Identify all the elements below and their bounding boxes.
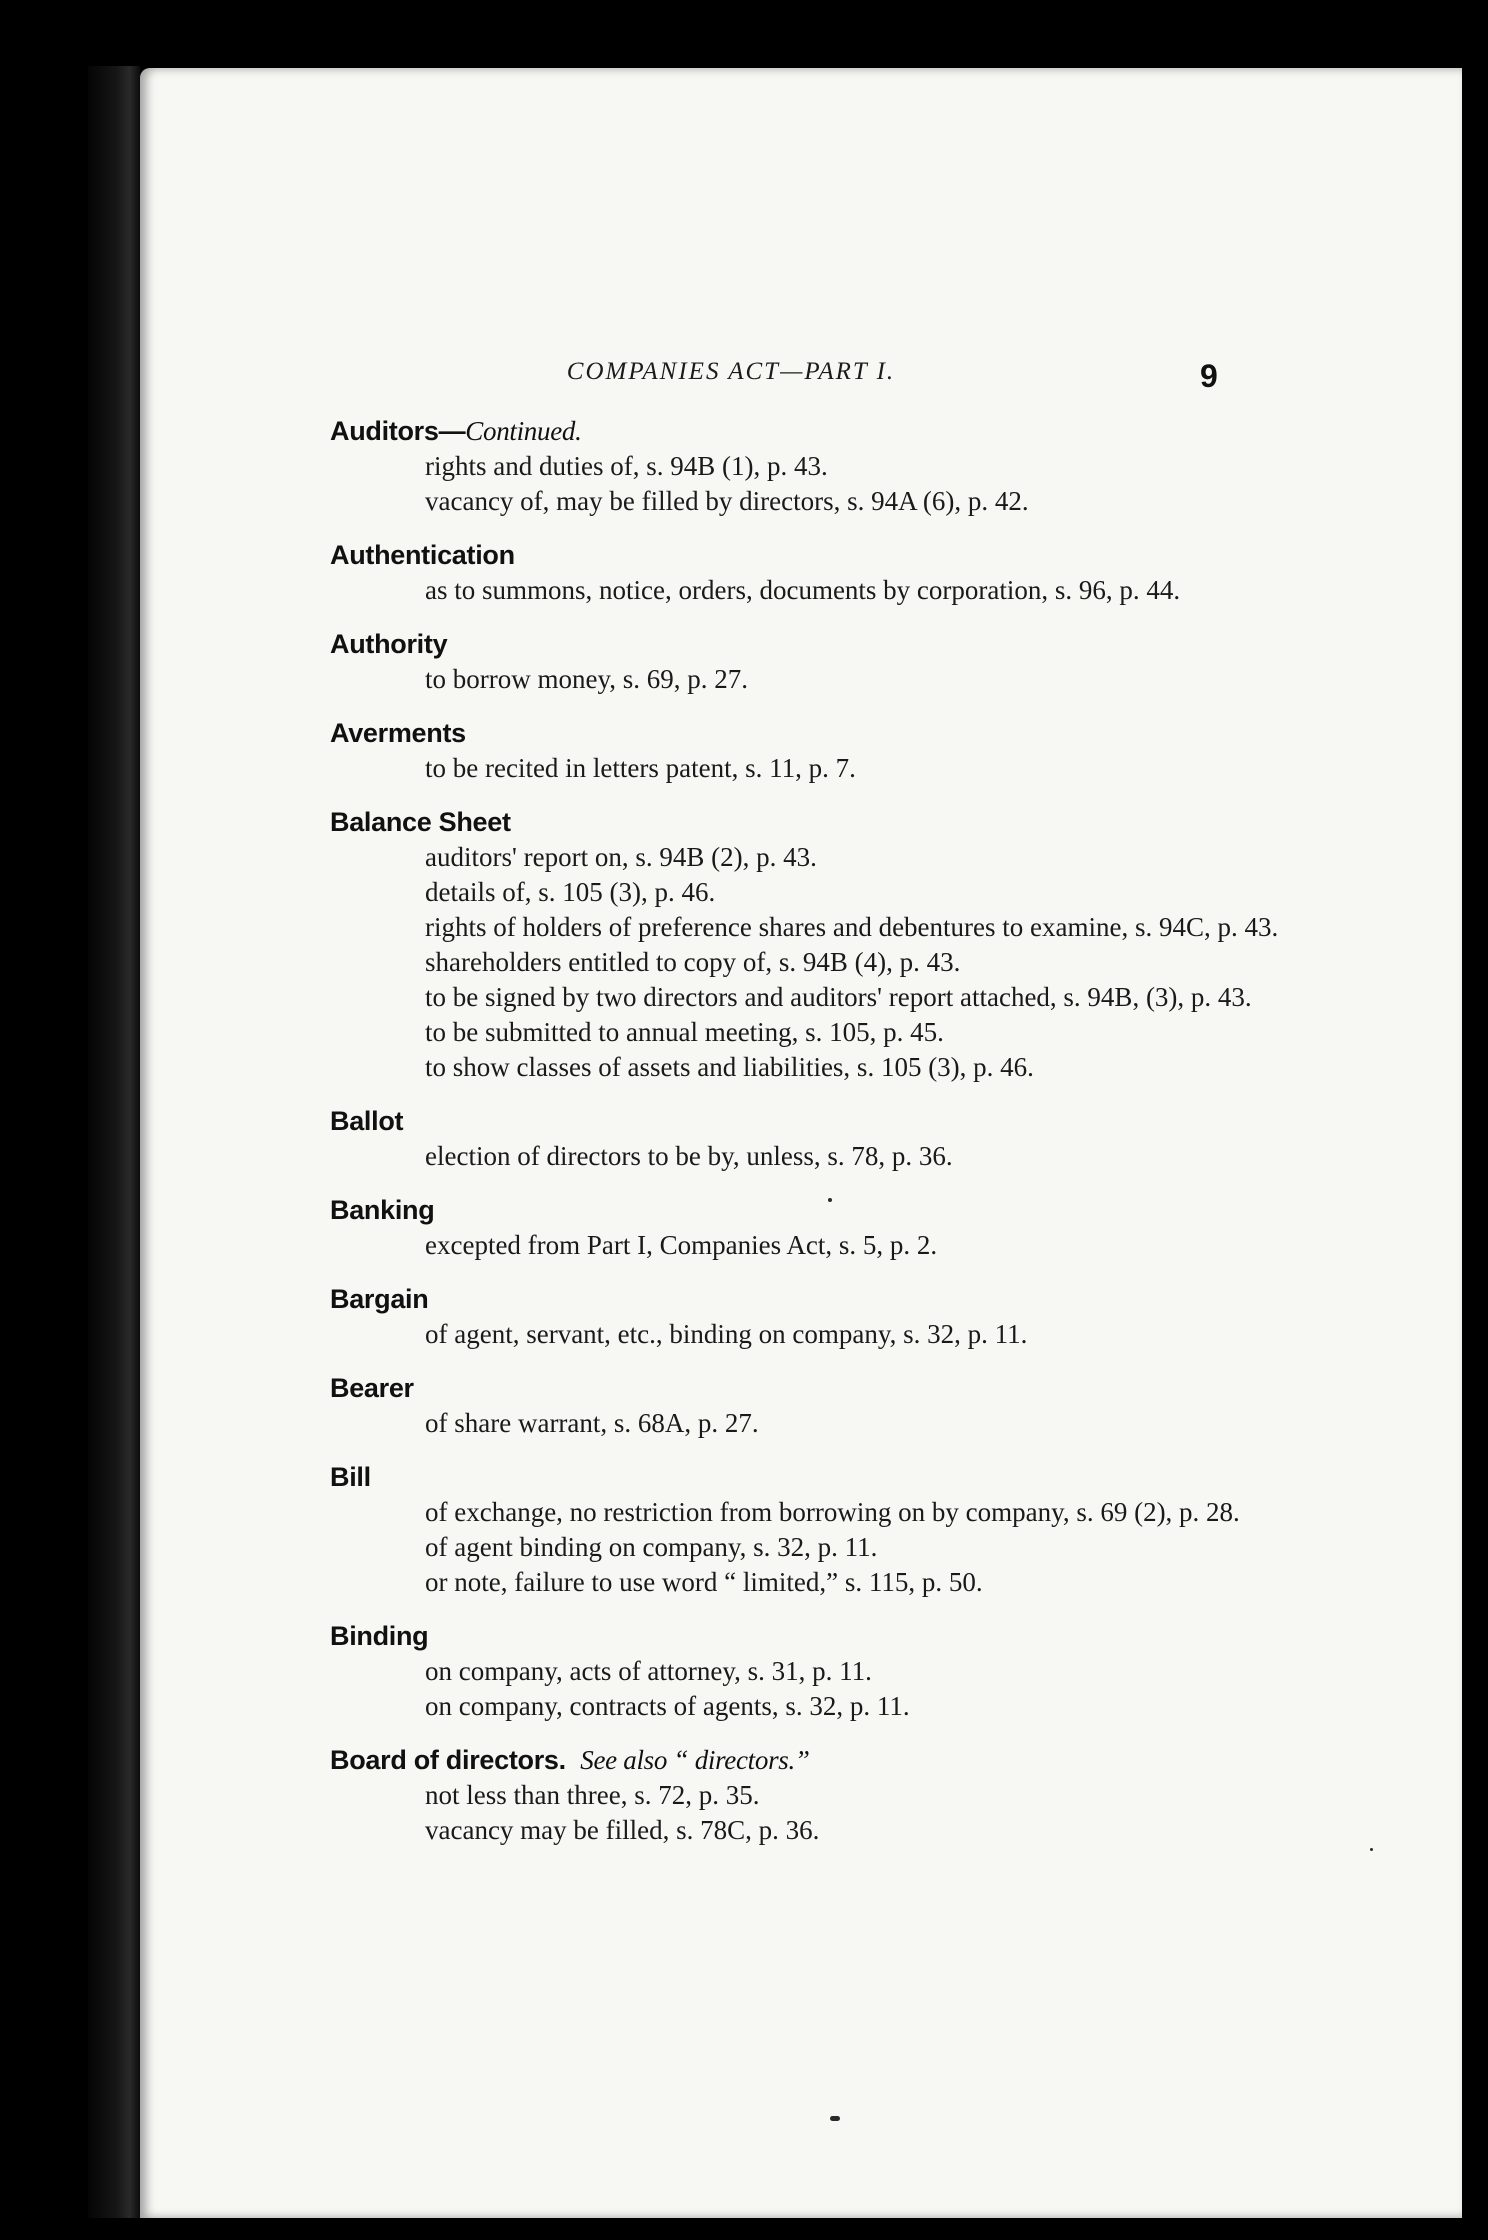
entry-subline: to borrow money, s. 69, p. 27. <box>425 664 748 694</box>
index-entry <box>330 1104 1390 1174</box>
entry-subline: or note, failure to use word “ limited,” s. 115, p. 50. <box>425 1567 983 1597</box>
entry-subline: of exchange, no restriction from borrowing on by company, s. 69 (2), p. 28. <box>425 1497 1240 1527</box>
index-entry <box>330 1193 1390 1263</box>
index-entry <box>330 805 1390 1085</box>
entry-heading-note: See also “ directors.” <box>580 1745 810 1775</box>
entry-heading-text: Averments <box>330 718 466 748</box>
entry-heading <box>330 805 1390 840</box>
entry-heading <box>330 1460 1390 1495</box>
entry-heading-text: Balance Sheet <box>330 807 511 837</box>
entry-subline: vacancy may be filled, s. 78C, p. 36. <box>425 1815 820 1845</box>
entry-subline: to be signed by two directors and auditors' report attached, s. 94B, (3), p. 43. <box>425 982 1252 1012</box>
entry-heading <box>330 1743 1390 1778</box>
entry-subline: rights and duties of, s. 94B (1), p. 43. <box>425 451 828 481</box>
entry-heading-note: Continued. <box>465 416 582 446</box>
entry-heading <box>330 1371 1390 1406</box>
index-entries <box>330 414 1390 1867</box>
entry-subline: on company, contracts of agents, s. 32, p. 11. <box>425 1691 910 1721</box>
entry-heading-text: Authority <box>330 629 448 659</box>
scan-speck <box>828 1198 832 1202</box>
book-page <box>140 68 1462 2218</box>
entry-subline: of agent binding on company, s. 32, p. 11. <box>425 1532 878 1562</box>
entry-subline: not less than three, s. 72, p. 35. <box>425 1780 760 1810</box>
index-entry <box>330 716 1390 786</box>
entry-heading <box>330 1619 1390 1654</box>
entry-heading-text: Bearer <box>330 1373 414 1403</box>
index-entry <box>330 1743 1390 1848</box>
entry-heading <box>330 627 1390 662</box>
index-entry <box>330 1619 1390 1724</box>
running-head-text: COMPANIES ACT—PART I. <box>566 358 896 385</box>
entry-subline: to show classes of assets and liabilities, s. 105 (3), p. 46. <box>425 1052 1034 1082</box>
entry-subline: excepted from Part I, Companies Act, s. 5, p. 2. <box>425 1230 938 1260</box>
entry-subline: of share warrant, s. 68A, p. 27. <box>425 1408 759 1438</box>
running-head <box>140 358 1462 386</box>
entry-heading <box>330 1104 1390 1139</box>
entry-heading-text: Board of directors. <box>330 1745 566 1775</box>
entry-heading-text: Ballot <box>330 1106 404 1136</box>
scan-speck <box>830 2116 840 2121</box>
entry-heading-text: Bill <box>330 1462 371 1492</box>
index-entry <box>330 1371 1390 1441</box>
index-entry <box>330 538 1390 608</box>
entry-subline: details of, s. 105 (3), p. 46. <box>425 877 716 907</box>
entry-subline: of agent, servant, etc., binding on company, s. 32, p. 11. <box>425 1319 1028 1349</box>
entry-heading <box>330 538 1390 573</box>
entry-subline: on company, acts of attorney, s. 31, p. 11. <box>425 1656 872 1686</box>
entry-subline: election of directors to be by, unless, s. 78, p. 36. <box>425 1141 953 1171</box>
entry-subline: as to summons, notice, orders, documents by corporation, s. 96, p. 44. <box>425 575 1181 605</box>
entry-heading <box>330 1282 1390 1317</box>
entry-heading <box>330 1193 1390 1228</box>
scan-speck <box>1370 1848 1373 1851</box>
index-entry <box>330 627 1390 697</box>
index-entry <box>330 1460 1390 1600</box>
entry-heading <box>330 716 1390 751</box>
entry-heading-text: Bargain <box>330 1284 429 1314</box>
entry-heading-text: Authentication <box>330 540 515 570</box>
entry-subline: rights of holders of preference shares and debentures to examine, s. 94C, p. 43. <box>425 912 1279 942</box>
entry-heading-text: Binding <box>330 1621 429 1651</box>
entry-subline: auditors' report on, s. 94B (2), p. 43. <box>425 842 817 872</box>
index-entry <box>330 1282 1390 1352</box>
entry-heading-text: Auditors— <box>330 416 466 446</box>
page-number: 9 <box>1200 358 1218 394</box>
entry-heading-text: Banking <box>330 1195 435 1225</box>
index-entry <box>330 414 1390 519</box>
entry-heading <box>330 414 1390 449</box>
entry-subline: to be submitted to annual meeting, s. 105, p. 45. <box>425 1017 944 1047</box>
entry-subline: vacancy of, may be filled by directors, s. 94A (6), p. 42. <box>425 486 1029 516</box>
entry-subline: to be recited in letters patent, s. 11, p. 7. <box>425 753 856 783</box>
entry-subline: shareholders entitled to copy of, s. 94B (4), p. 43. <box>425 947 961 977</box>
